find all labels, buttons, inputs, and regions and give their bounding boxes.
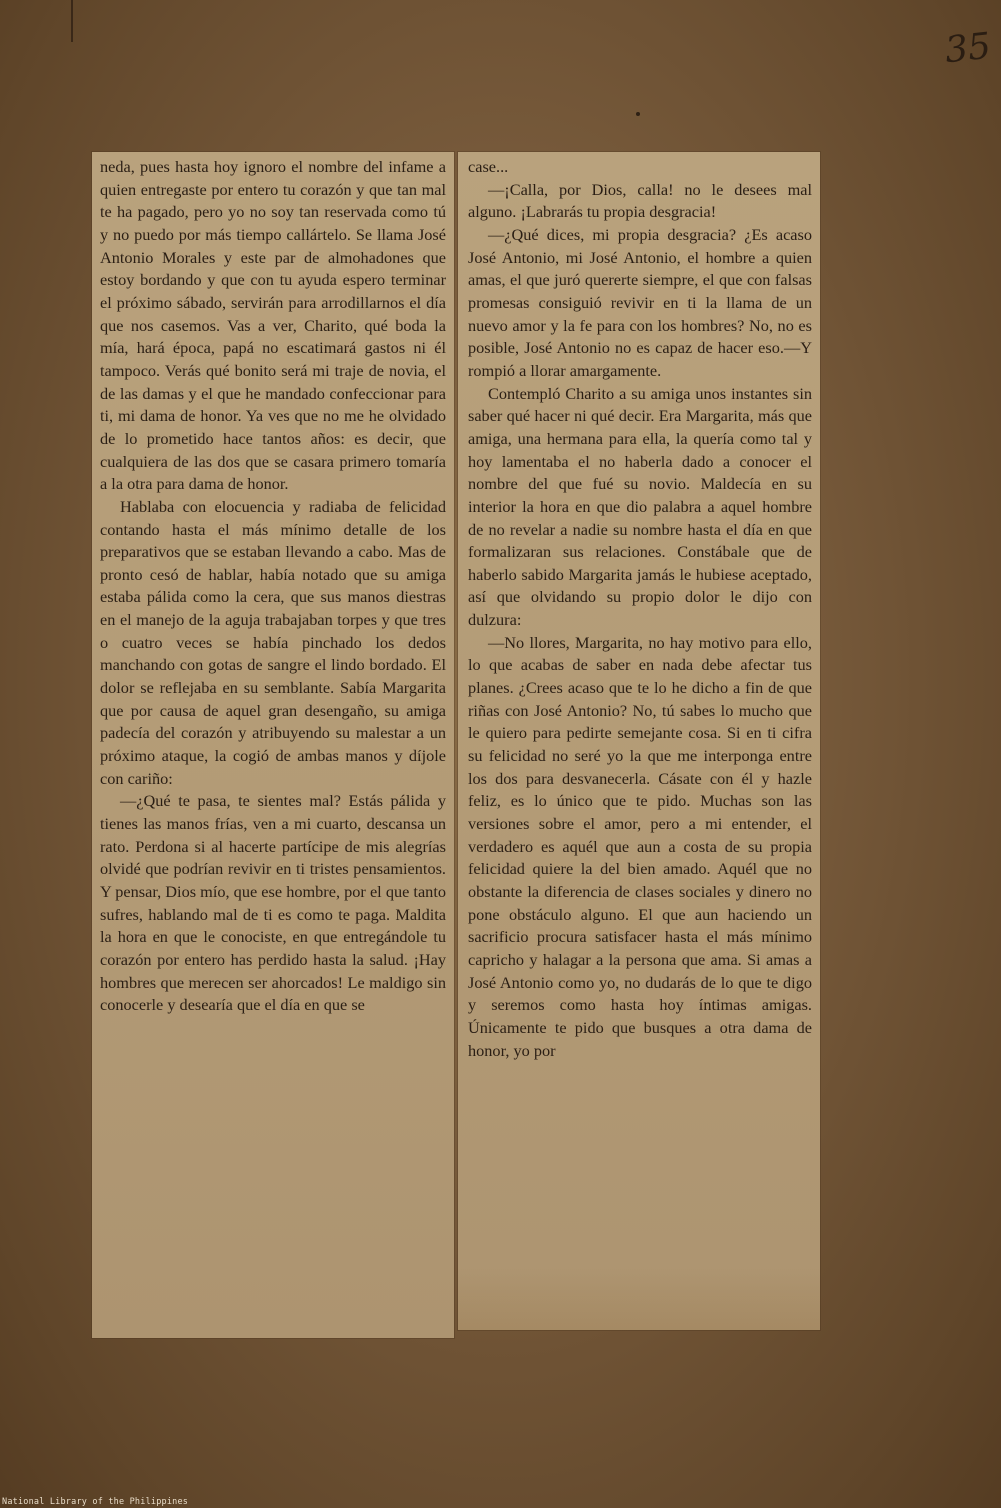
paragraph: —¿Qué dices, mi propia desgracia? ¿Es acaso José Antonio, mi José Antonio, el hombre a quien amas, el que juró quererte siempre, el que con falsas promesas consiguió revivir en ti la llama de un nuevo amor y la fe para con los hombres? No, no es posible, José Antonio no es capaz de hacer eso.—Y rompió a llorar amargamente.	[468, 224, 812, 380]
footer-credit: National Library of the Philippines	[2, 1497, 189, 1507]
paragraph: neda, pues hasta hoy ignoro el nombre del infame a quien entregaste por entero tu corazón y que tan mal te ha pagado, pero yo no soy tan reservada como tú y no puedo por más tiempo callártelo. Se llama José Antonio Morales y este par de almohadones que estoy bordando y que con tu ayuda espero terminar el próximo sábado, servirán para arrodillarnos el día que nos casemos. Vas a ver, Charito, qué boda la mía, hará época, papá no escatimará gastos ni él tampoco. Verás qué bonito será mi traje de novia, el de las damas y el que he mandado confeccionar para ti, mi dama de honor. Ya ves que no me he olvidado de lo prometido hace tantos años: es decir, que cualquiera de las dos que se casara primero tomaría a la otra para dama de honor.	[100, 157, 446, 494]
page-number: 35	[943, 25, 994, 72]
paragraph: Contempló Charito a su amiga unos instantes sin saber qué hacer ni qué decir. Era Margarita, más que amiga, una hermana para ella, la quería como tal y hoy lamentaba el no haberla dado a conocer el nombre del que fué su novio. Maldecía en su interior la hora en que dio palabra a aquel hombre de no revelar a nadie su nombre hasta el día en que formalizaran sus relaciones. Constábale que de haberlo sabido Margarita jamás le hubiese aceptado, así que olvidando su propio dolor le dijo con dulzura:	[468, 383, 812, 630]
paragraph: —No llores, Margarita, no hay motivo para ello, lo que acabas de saber en nada debe afectar tus planes. ¿Crees acaso que te lo he dicho a fin de que riñas con José Antonio? No, tú sabes lo mucho que le quiero para pedirte semejante cosa. Si en ti cifra su felicidad no seré yo la que me interponga entre los dos para desvanecerla. Cásate con él y hazle feliz, es lo único que te pido. Muchas son las versiones sobre el amor, pero a mi entender, el verdadero es aquél que aun a costa de su propia felicidad quiere la del bien amado. Aquél que no obstante la diferencia de clases sociales y dinero no pone obstáculo alguno. El que aun haciendo un sacrificio procura satisfacer hasta el más mínimo capricho y halagar a la persona que ama. Si amas a José Antonio como yo, no dudarás de lo que te digo y seremos como hasta hoy íntimas amigas. Únicamente te pido que busques a otra dama de honor, yo por	[468, 632, 812, 1060]
paragraph: case...	[468, 157, 509, 176]
ink-dot	[636, 112, 640, 116]
binding-crease	[71, 0, 73, 42]
paragraph: —¿Qué te pasa, te sientes mal? Estás pálida y tienes las manos frías, ven a mi cuarto, descansa un rato. Perdona si al hacerte partícipe de mis alegrías olvidé que podrían revivir en ti tristes pensamientos. Y pensar, Dios mío, que ese hombre, por el que tanto sufres, hablando mal de ti es como te paga. Maldita la hora en que le conociste, en que entregándole tu corazón por entero has perdido hasta la salud. ¡Hay hombres que merecen ser ahorcados! Le maldigo sin conocerle y desearía que el día en que se	[100, 791, 446, 1015]
paragraph: —¡Calla, por Dios, calla! no le desees mal alguno. ¡Labrarás tu propia desgracia!	[468, 179, 812, 222]
text-column-left	[92, 152, 454, 1338]
paragraph: Hablaba con elocuencia y radiaba de felicidad contando hasta el más mínimo detalle de los preparativos que se estaban llevando a cabo. Mas de pronto cesó de hablar, había notado que su amiga estaba pálida como la cera, que sus manos diestras en el manejo de la aguja trabajaban torpes y que tres o cuatro veces se había pinchado los dedos manchando con gotas de sangre el lindo bordado. El dolor se reflejaba en su semblante. Sabía Margarita que por causa de aquel gran desengaño, su amiga padecía del corazón y atribuyendo su malestar a un próximo ataque, la cogió de ambas manos y díjole con cariño:	[100, 496, 446, 788]
text-column-right	[458, 152, 820, 1330]
